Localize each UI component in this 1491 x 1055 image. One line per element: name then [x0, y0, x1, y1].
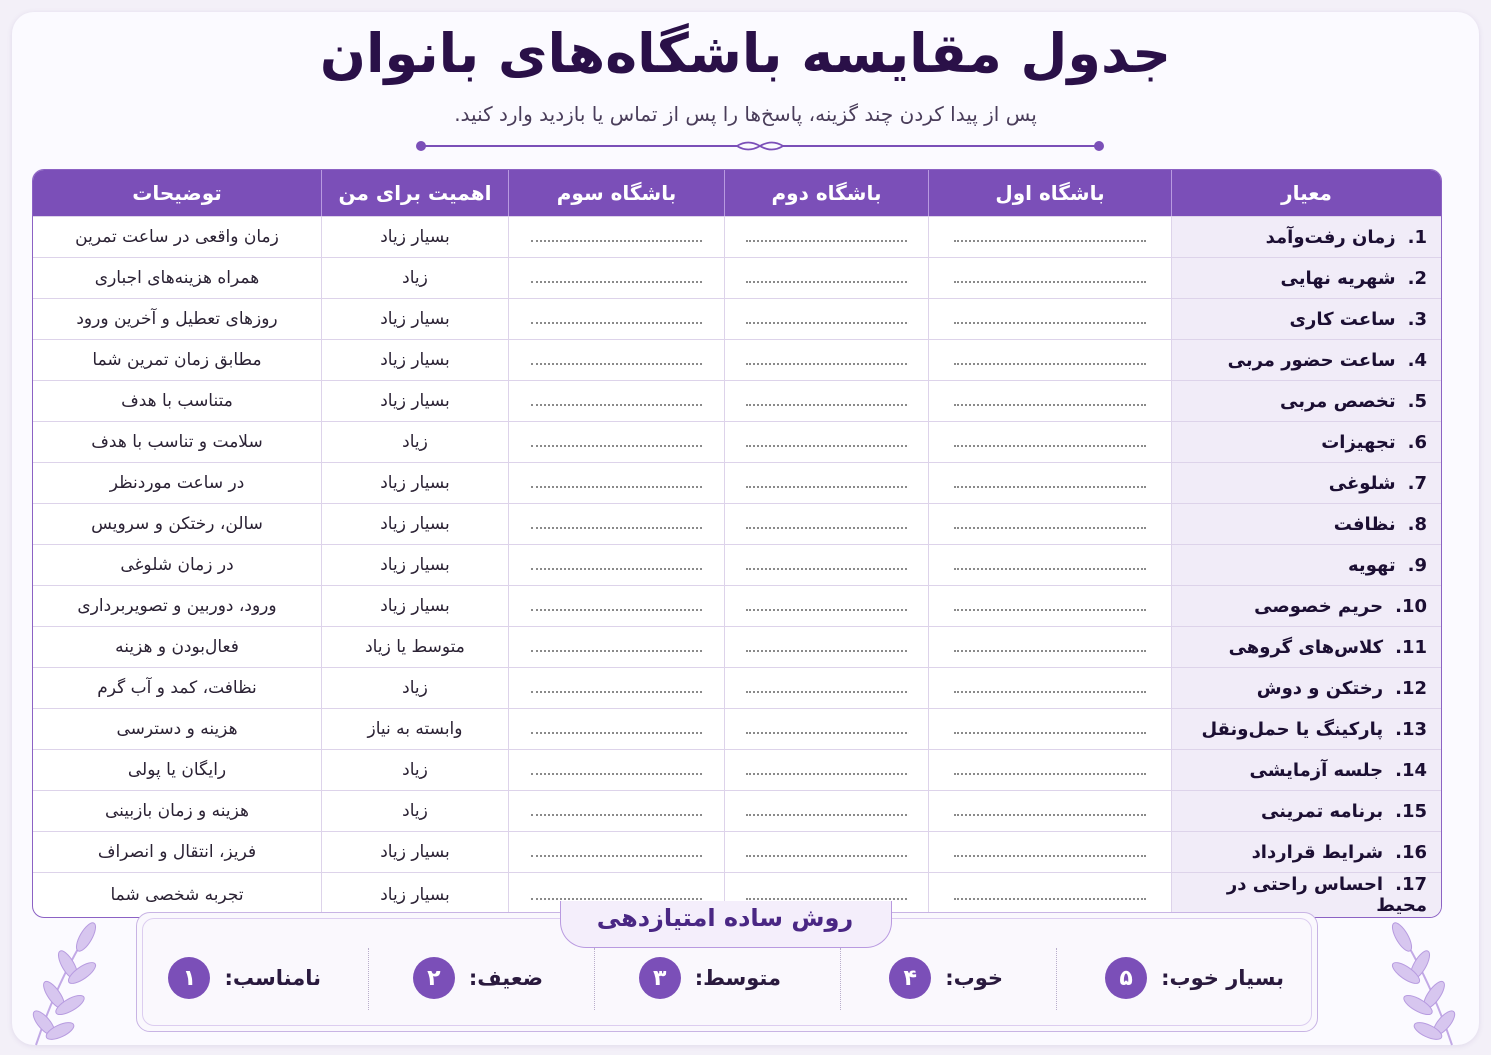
table-row [33, 667, 1441, 708]
dotted-blank [954, 847, 1146, 857]
header-gym-1: باشگاه اول [928, 170, 1171, 216]
dotted-blank [954, 478, 1146, 488]
dotted-blank [954, 560, 1146, 570]
notes-cell: زمان واقعی در ساعت تمرین [33, 216, 321, 257]
dotted-blank [531, 683, 701, 693]
gym-2-answer-cell[interactable] [724, 749, 928, 790]
dotted-blank [746, 601, 907, 611]
dotted-blank [746, 314, 907, 324]
scale-separator [368, 948, 369, 1010]
table-row [33, 462, 1441, 503]
dotted-blank [746, 232, 907, 242]
dotted-blank [531, 890, 701, 900]
criterion-label: تهویه [1348, 554, 1396, 576]
table-row [33, 544, 1441, 585]
dotted-blank [531, 396, 701, 406]
row-number: 14. [1395, 759, 1427, 781]
scale-separator [840, 948, 841, 1010]
criterion-label: احساس راحتی در محیط [1226, 874, 1427, 916]
criterion-cell [1171, 216, 1441, 257]
importance-cell: زیاد [321, 257, 508, 298]
gym-1-answer-cell[interactable] [928, 585, 1171, 626]
importance-cell: بسیار زیاد [321, 216, 508, 257]
importance-cell: بسیار زیاد [321, 503, 508, 544]
importance-cell: بسیار زیاد [321, 339, 508, 380]
importance-cell: بسیار زیاد [321, 298, 508, 339]
dotted-blank [531, 273, 701, 283]
row-number: 17. [1395, 874, 1427, 895]
gym-3-answer-cell[interactable] [508, 462, 724, 503]
dotted-blank [746, 273, 907, 283]
criterion-label: ساعت کاری [1289, 308, 1396, 330]
dotted-blank [746, 560, 907, 570]
criterion-label: تجهیزات [1321, 431, 1396, 453]
criterion-cell [1171, 585, 1441, 626]
scale-label: خوب: [945, 966, 1003, 990]
dotted-blank [746, 519, 907, 529]
criterion-label: نظافت [1333, 513, 1396, 535]
row-number: 4. [1407, 349, 1427, 371]
row-number: 15. [1395, 800, 1427, 822]
gym-2-answer-cell[interactable] [724, 462, 928, 503]
criterion-cell [1171, 257, 1441, 298]
gym-2-answer-cell[interactable] [724, 667, 928, 708]
criterion-cell [1171, 339, 1441, 380]
gym-3-answer-cell[interactable] [508, 831, 724, 872]
header-gym-2: باشگاه دوم [724, 170, 928, 216]
criterion-label: شهریه نهایی [1280, 267, 1396, 289]
gym-3-answer-cell[interactable] [508, 626, 724, 667]
table-row [33, 298, 1441, 339]
gym-3-answer-cell[interactable] [508, 585, 724, 626]
row-number: 13. [1395, 718, 1427, 740]
score-badge: ۵ [1105, 957, 1147, 999]
dotted-blank [954, 642, 1146, 652]
gym-2-answer-cell[interactable] [724, 585, 928, 626]
gym-1-answer-cell[interactable] [928, 257, 1171, 298]
gym-2-answer-cell[interactable] [724, 421, 928, 462]
gym-1-answer-cell[interactable] [928, 626, 1171, 667]
notes-cell: فریز، انتقال و انصراف [33, 831, 321, 872]
dotted-blank [746, 642, 907, 652]
header-notes: توضیحات [33, 170, 321, 216]
notes-cell: متناسب با هدف [33, 380, 321, 421]
dotted-blank [531, 601, 701, 611]
notes-cell: نظافت، کمد و آب گرم [33, 667, 321, 708]
dotted-blank [954, 437, 1146, 447]
gym-1-answer-cell[interactable] [928, 872, 1171, 917]
gym-1-answer-cell[interactable] [928, 462, 1171, 503]
gym-2-answer-cell[interactable] [724, 257, 928, 298]
gym-1-answer-cell[interactable] [928, 216, 1171, 257]
gym-1-answer-cell[interactable] [928, 503, 1171, 544]
scale-item-unsuitable [168, 955, 321, 1001]
table-row [33, 339, 1441, 380]
criterion-cell [1171, 421, 1441, 462]
table-row [33, 380, 1441, 421]
gym-2-answer-cell[interactable] [724, 626, 928, 667]
page-title: جدول مقایسه باشگاه‌های بانوان [319, 22, 1172, 85]
importance-cell: زیاد [321, 421, 508, 462]
dotted-blank [746, 478, 907, 488]
dotted-blank [954, 724, 1146, 734]
notes-cell: سلامت و تناسب با هدف [33, 421, 321, 462]
notes-cell: فعال‌بودن و هزینه [33, 626, 321, 667]
gym-1-answer-cell[interactable] [928, 708, 1171, 749]
dotted-blank [746, 847, 907, 857]
scale-item-very-good [1105, 955, 1284, 1001]
row-number: 12. [1395, 677, 1427, 699]
criterion-cell [1171, 749, 1441, 790]
table-row [33, 503, 1441, 544]
row-number: 5. [1407, 390, 1427, 412]
notes-cell: در ساعت موردنظر [33, 462, 321, 503]
scoring-title: روش ساده امتیازدهی [596, 904, 854, 932]
dotted-blank [531, 560, 701, 570]
table-row [33, 257, 1441, 298]
importance-cell: زیاد [321, 790, 508, 831]
importance-cell: بسیار زیاد [321, 872, 508, 917]
gym-3-answer-cell[interactable] [508, 380, 724, 421]
notes-cell: تجربه شخصی شما [33, 872, 321, 917]
scale-label: نامناسب: [224, 966, 321, 990]
gym-3-answer-cell[interactable] [508, 749, 724, 790]
leaf-decoration-right [1362, 915, 1472, 1050]
notes-cell: هزینه و دسترسی [33, 708, 321, 749]
criterion-label: برنامه تمرینی [1260, 800, 1384, 822]
header-criterion: معیار [1171, 170, 1441, 216]
gym-2-answer-cell[interactable] [724, 831, 928, 872]
gym-1-answer-cell[interactable] [928, 421, 1171, 462]
importance-cell: بسیار زیاد [321, 831, 508, 872]
score-badge: ۳ [639, 957, 681, 999]
row-number: 1. [1407, 226, 1427, 248]
notes-cell: سالن، رختکن و سرویس [33, 503, 321, 544]
table-row [33, 749, 1441, 790]
dotted-blank [531, 437, 701, 447]
criterion-label: شرایط قرارداد [1251, 841, 1384, 863]
gym-2-answer-cell[interactable] [724, 298, 928, 339]
scale-separator [594, 948, 595, 1010]
dotted-blank [531, 478, 701, 488]
scale-item-average [639, 955, 781, 1001]
gym-3-answer-cell[interactable] [508, 667, 724, 708]
table-body [33, 216, 1441, 917]
dotted-blank [954, 273, 1146, 283]
table-row [33, 708, 1441, 749]
gym-3-answer-cell[interactable] [508, 421, 724, 462]
gym-3-answer-cell[interactable] [508, 298, 724, 339]
dotted-blank [954, 806, 1146, 816]
score-badge: ۲ [413, 957, 455, 999]
criterion-cell [1171, 872, 1441, 917]
importance-cell: زیاد [321, 749, 508, 790]
table-row [33, 831, 1441, 872]
dotted-blank [746, 396, 907, 406]
criterion-cell [1171, 462, 1441, 503]
gym-2-answer-cell[interactable] [724, 790, 928, 831]
dotted-blank [954, 314, 1146, 324]
dotted-blank [746, 890, 907, 900]
dotted-blank [531, 642, 701, 652]
row-number: 11. [1395, 636, 1427, 658]
comparison-table [32, 169, 1442, 918]
row-number: 3. [1407, 308, 1427, 330]
criterion-label: پارکینگ یا حمل‌ونقل [1201, 718, 1384, 740]
gym-2-answer-cell[interactable] [724, 216, 928, 257]
criterion-label: کلاس‌های گروهی [1228, 636, 1384, 658]
criterion-label: ساعت حضور مربی [1227, 349, 1396, 371]
importance-cell: زیاد [321, 667, 508, 708]
row-number: 9. [1407, 554, 1427, 576]
leaf-decoration-left [16, 915, 126, 1050]
notes-cell: روزهای تعطیل و آخرین ورود [33, 298, 321, 339]
header-gym-3: باشگاه سوم [508, 170, 724, 216]
gym-1-answer-cell[interactable] [928, 544, 1171, 585]
dotted-blank [954, 519, 1146, 529]
page-subtitle: پس از پیدا کردن چند گزینه، پاسخ‌ها را پس از تماس یا بازدید وارد کنید. [454, 102, 1037, 126]
importance-cell: بسیار زیاد [321, 462, 508, 503]
score-badge: ۱ [168, 957, 210, 999]
gym-1-answer-cell[interactable] [928, 790, 1171, 831]
dotted-blank [954, 601, 1146, 611]
row-number: 8. [1407, 513, 1427, 535]
dotted-blank [954, 396, 1146, 406]
gym-1-answer-cell[interactable] [928, 667, 1171, 708]
criterion-label: شلوغی [1328, 472, 1396, 494]
notes-cell: در زمان شلوغی [33, 544, 321, 585]
criterion-label: تخصص مربی [1280, 390, 1396, 412]
notes-cell: رایگان یا پولی [33, 749, 321, 790]
gym-3-answer-cell[interactable] [508, 544, 724, 585]
scale-label: ضعیف: [468, 966, 543, 990]
score-badge: ۴ [889, 957, 931, 999]
dotted-blank [746, 683, 907, 693]
table-row [33, 626, 1441, 667]
gym-2-answer-cell[interactable] [724, 708, 928, 749]
row-number: 16. [1395, 841, 1427, 863]
dotted-blank [746, 437, 907, 447]
criterion-cell [1171, 667, 1441, 708]
criterion-cell [1171, 503, 1441, 544]
gym-2-answer-cell[interactable] [724, 380, 928, 421]
dotted-blank [954, 765, 1146, 775]
row-number: 6. [1407, 431, 1427, 453]
scale-separator [1056, 948, 1057, 1010]
dotted-blank [954, 355, 1146, 365]
criterion-label: حریم خصوصی [1254, 595, 1384, 617]
criterion-cell [1171, 380, 1441, 421]
dotted-blank [531, 314, 701, 324]
gym-3-answer-cell[interactable] [508, 790, 724, 831]
importance-cell: بسیار زیاد [321, 585, 508, 626]
table-header-row [33, 170, 1441, 216]
table-row [33, 421, 1441, 462]
dotted-blank [531, 355, 701, 365]
criterion-cell [1171, 298, 1441, 339]
criterion-label: جلسه آزمایشی [1249, 759, 1384, 781]
gym-1-answer-cell[interactable] [928, 298, 1171, 339]
gym-1-answer-cell[interactable] [928, 380, 1171, 421]
importance-cell: متوسط یا زیاد [321, 626, 508, 667]
importance-cell: بسیار زیاد [321, 544, 508, 585]
scale-item-good [889, 955, 1003, 1001]
dotted-blank [531, 232, 701, 242]
dotted-blank [954, 232, 1146, 242]
criterion-cell [1171, 626, 1441, 667]
criterion-cell [1171, 831, 1441, 872]
gym-2-answer-cell[interactable] [724, 339, 928, 380]
gym-3-answer-cell[interactable] [508, 503, 724, 544]
gym-1-answer-cell[interactable] [928, 831, 1171, 872]
ornament-divider [415, 140, 1105, 152]
notes-cell: ورود، دوربین و تصویربرداری [33, 585, 321, 626]
criterion-label: زمان رفت‌وآمد [1265, 226, 1396, 248]
gym-2-answer-cell[interactable] [724, 544, 928, 585]
table-row [33, 790, 1441, 831]
criterion-label: رختکن و دوش [1256, 677, 1384, 699]
dotted-blank [954, 890, 1146, 900]
gym-1-answer-cell[interactable] [928, 749, 1171, 790]
importance-cell: بسیار زیاد [321, 380, 508, 421]
header-importance: اهمیت برای من [321, 170, 508, 216]
dotted-blank [746, 806, 907, 816]
notes-cell: مطابق زمان تمرین شما [33, 339, 321, 380]
dotted-blank [531, 847, 701, 857]
gym-3-answer-cell[interactable] [508, 339, 724, 380]
scale-label: متوسط: [694, 966, 781, 990]
dotted-blank [746, 765, 907, 775]
row-number: 2. [1407, 267, 1427, 289]
row-number: 7. [1407, 472, 1427, 494]
notes-cell: هزینه و زمان بازبینی [33, 790, 321, 831]
scale-label: بسیار خوب: [1161, 966, 1284, 990]
gym-3-answer-cell[interactable] [508, 708, 724, 749]
row-number: 10. [1395, 595, 1427, 617]
table-row [33, 216, 1441, 257]
dotted-blank [746, 724, 907, 734]
criterion-cell [1171, 708, 1441, 749]
gym-3-answer-cell[interactable] [508, 257, 724, 298]
dotted-blank [746, 355, 907, 365]
gym-1-answer-cell[interactable] [928, 339, 1171, 380]
gym-2-answer-cell[interactable] [724, 503, 928, 544]
notes-cell: همراه هزینه‌های اجباری [33, 257, 321, 298]
dotted-blank [531, 806, 701, 816]
table-row [33, 585, 1441, 626]
dotted-blank [531, 519, 701, 529]
criterion-cell [1171, 790, 1441, 831]
scale-item-weak [413, 955, 543, 1001]
gym-3-answer-cell[interactable] [508, 216, 724, 257]
importance-cell: وابسته به نیاز [321, 708, 508, 749]
criterion-cell [1171, 544, 1441, 585]
dotted-blank [531, 765, 701, 775]
dotted-blank [531, 724, 701, 734]
dotted-blank [954, 683, 1146, 693]
